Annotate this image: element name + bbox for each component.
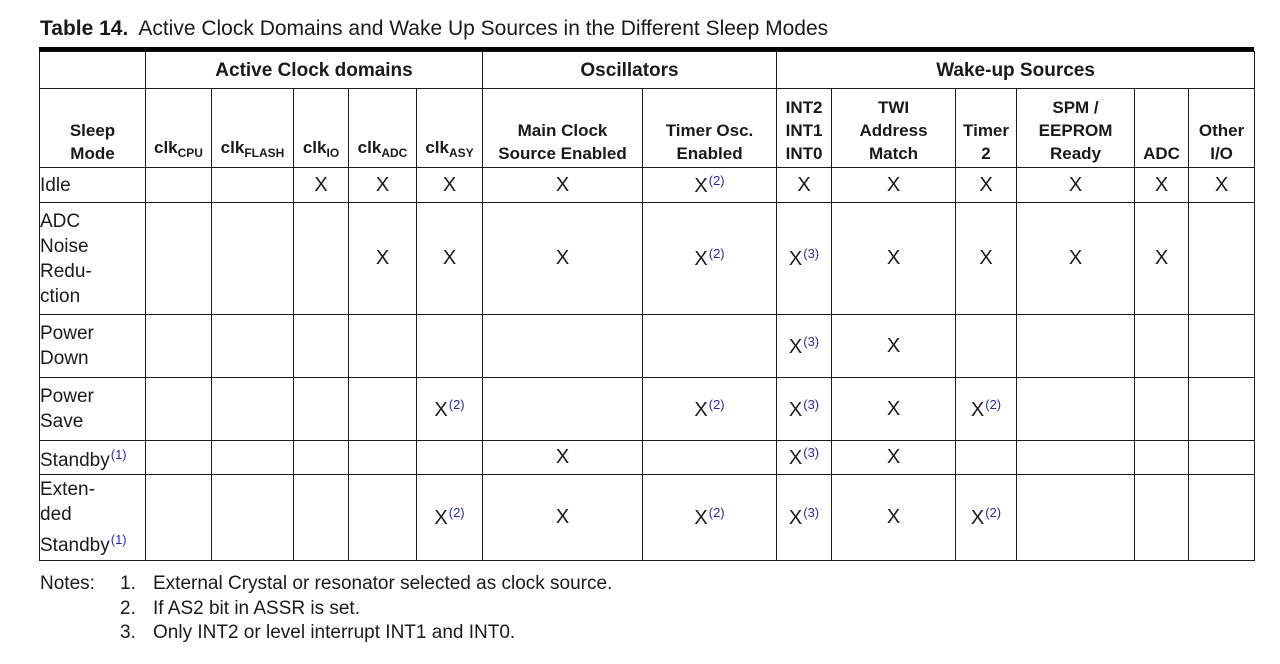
cell-clk-io	[294, 315, 349, 378]
cell-clk-asy: $X^{(2)}$	[417, 475, 483, 561]
col-clk-asy: clk$_{ASY}$	[417, 89, 483, 168]
footnote-ref: (2)	[985, 396, 1002, 412]
cell-timer2: X	[956, 168, 1017, 203]
note-1-text: External Crystal or resonator selected as clock source.	[153, 573, 613, 594]
cell-main-clock: X	[483, 203, 643, 315]
cell-timer-osc: $X^{(2)}$	[643, 168, 777, 203]
cell-clk-io	[294, 203, 349, 315]
table-row	[40, 203, 1255, 315]
footnote-ref: (3)	[803, 246, 820, 261]
group-header-row	[40, 52, 1255, 89]
note-3: 3. Only INT2 or level interrupt INT1 and INT0.	[40, 621, 612, 646]
table-caption-title: Active Clock Domains and Wake Up Sources in the Different Sleep Modes	[138, 17, 829, 40]
table-row	[40, 315, 1255, 378]
col-adc: ADC	[1135, 89, 1189, 168]
note-2: 2. If AS2 bit in ASSR is set.	[40, 597, 612, 622]
cell-clk-cpu	[146, 203, 212, 315]
cell-timer2	[956, 441, 1017, 475]
footnote-ref: (3)	[803, 333, 820, 349]
col-timer-osc: Timer Osc. Enabled	[643, 89, 777, 168]
cell-timer-osc: $X^{(2)}$	[643, 203, 777, 315]
cell-clk-flash	[212, 315, 294, 378]
cell-main-clock: X	[483, 441, 643, 475]
group-header-empty	[40, 52, 146, 89]
cell-main-clock	[483, 378, 643, 441]
cell-clk-flash	[212, 475, 294, 561]
cell-clk-io: X	[294, 168, 349, 203]
footnote-ref: (2)	[708, 396, 725, 412]
cell-clk-asy	[417, 441, 483, 475]
footnote-ref: (2)	[448, 396, 465, 412]
cell-clk-adc: X	[349, 203, 417, 315]
cell-twi: X	[832, 168, 956, 203]
cell-timer-osc	[643, 441, 777, 475]
cell-timer-osc	[643, 315, 777, 378]
footnote-ref: (2)	[985, 505, 1002, 520]
footnote-ref: (3)	[803, 505, 820, 520]
sleep-mode-cell: ADC Noise Redu- ction	[40, 203, 146, 315]
cell-spm-eeprom: X	[1017, 203, 1135, 315]
table-notes	[40, 572, 612, 646]
cell-adc: X	[1135, 168, 1189, 203]
sleep-mode-cell: Power Down	[40, 315, 146, 378]
footnote-ref: (3)	[803, 396, 820, 412]
table-row	[40, 168, 1255, 203]
cell-adc	[1135, 475, 1189, 561]
col-timer2: Timer 2	[956, 89, 1017, 168]
cell-clk-adc	[349, 441, 417, 475]
col-twi: TWI Address Match	[832, 89, 956, 168]
cell-main-clock: X	[483, 475, 643, 561]
footnote-ref: (2)	[708, 505, 725, 520]
note-2-text: If AS2 bit in ASSR is set.	[153, 597, 360, 619]
cell-int: $X^{(3)}$	[777, 315, 832, 378]
cell-spm-eeprom	[1017, 378, 1135, 441]
col-clk-adc: clk$_{ADC}$	[349, 89, 417, 168]
cell-clk-cpu	[146, 315, 212, 378]
cell-clk-flash	[212, 203, 294, 315]
note-3-text: Only INT2 or level interrupt INT1 and INT0.	[153, 622, 516, 643]
cell-main-clock: X	[483, 168, 643, 203]
footnote-ref: (1)	[110, 532, 127, 547]
cell-twi: X	[832, 203, 956, 315]
cell-clk-io	[294, 378, 349, 441]
notes-label: Notes:	[40, 573, 95, 594]
cell-timer2	[956, 315, 1017, 378]
cell-clk-adc: X	[349, 168, 417, 203]
sleep-mode-cell: Standby$^{(1)}$	[40, 441, 146, 475]
cell-clk-cpu	[146, 475, 212, 561]
col-other-io: Other I/O	[1189, 89, 1255, 168]
cell-twi: X	[832, 475, 956, 561]
footnote-ref: (2)	[708, 246, 725, 261]
sleep-mode-cell: Idle	[40, 168, 146, 203]
cell-other-io	[1189, 203, 1255, 315]
cell-timer2: $X^{(2)}$	[956, 475, 1017, 561]
sleep-mode-cell: Power Save	[40, 378, 146, 441]
cell-spm-eeprom	[1017, 475, 1135, 561]
col-clk-cpu: clk$_{CPU}$	[146, 89, 212, 168]
cell-clk-adc	[349, 315, 417, 378]
footnote-ref: (3)	[803, 445, 820, 460]
cell-int: X	[777, 168, 832, 203]
footnote-ref: (2)	[708, 172, 725, 188]
cell-timer-osc: $X^{(2)}$	[643, 378, 777, 441]
cell-int: $X^{(3)}$	[777, 441, 832, 475]
cell-spm-eeprom	[1017, 315, 1135, 378]
cell-int: $X^{(3)}$	[777, 475, 832, 561]
cell-spm-eeprom: X	[1017, 168, 1135, 203]
footnote-ref: (1)	[110, 447, 127, 462]
cell-other-io	[1189, 475, 1255, 561]
cell-clk-flash	[212, 168, 294, 203]
table-row	[40, 441, 1255, 475]
table-row	[40, 378, 1255, 441]
table-row	[40, 475, 1255, 561]
cell-spm-eeprom	[1017, 441, 1135, 475]
cell-clk-asy: $X^{(2)}$	[417, 378, 483, 441]
cell-clk-asy	[417, 315, 483, 378]
cell-other-io: X	[1189, 168, 1255, 203]
table-caption-label: Table 14.	[40, 17, 129, 40]
col-clk-flash: clk$_{FLASH}$	[212, 89, 294, 168]
cell-clk-adc	[349, 475, 417, 561]
cell-clk-cpu	[146, 168, 212, 203]
cell-int: $X^{(3)}$	[777, 203, 832, 315]
cell-clk-asy: X	[417, 203, 483, 315]
column-header-row	[40, 89, 1255, 168]
cell-other-io	[1189, 378, 1255, 441]
cell-clk-asy: X	[417, 168, 483, 203]
cell-twi: X	[832, 441, 956, 475]
col-spm-eeprom: SPM / EEPROM Ready	[1017, 89, 1135, 168]
col-main-clock: Main Clock Source Enabled	[483, 89, 643, 168]
cell-clk-flash	[212, 378, 294, 441]
note-1: Notes: 1. External Crystal or resonator selected as clock source.	[40, 572, 612, 597]
cell-clk-cpu	[146, 378, 212, 441]
sleep-mode-cell: Exten- ded Standby$^{(1)}$	[40, 475, 146, 561]
group-active-clock: Active Clock domains	[146, 52, 483, 89]
cell-clk-io	[294, 441, 349, 475]
cell-int: $X^{(3)}$	[777, 378, 832, 441]
cell-timer-osc: $X^{(2)}$	[643, 475, 777, 561]
col-clk-io: clk$_{IO}$	[294, 89, 349, 168]
sleep-modes-table	[39, 51, 1255, 561]
cell-adc: X	[1135, 203, 1189, 315]
cell-adc	[1135, 315, 1189, 378]
cell-clk-adc	[349, 378, 417, 441]
footnote-ref: (2)	[448, 505, 465, 520]
cell-adc	[1135, 378, 1189, 441]
cell-timer2: $X^{(2)}$	[956, 378, 1017, 441]
cell-timer2: X	[956, 203, 1017, 315]
cell-clk-flash	[212, 441, 294, 475]
group-oscillators: Oscillators	[483, 52, 777, 89]
col-sleep-mode: Sleep Mode	[40, 89, 146, 168]
cell-other-io	[1189, 441, 1255, 475]
cell-clk-io	[294, 475, 349, 561]
cell-twi: X	[832, 378, 956, 441]
cell-clk-cpu	[146, 441, 212, 475]
col-int: INT2 INT1 INT0	[777, 89, 832, 168]
cell-adc	[1135, 441, 1189, 475]
cell-other-io	[1189, 315, 1255, 378]
cell-main-clock	[483, 315, 643, 378]
table-caption	[40, 17, 828, 41]
group-wakeup-sources: Wake-up Sources	[777, 52, 1255, 89]
cell-twi: X	[832, 315, 956, 378]
